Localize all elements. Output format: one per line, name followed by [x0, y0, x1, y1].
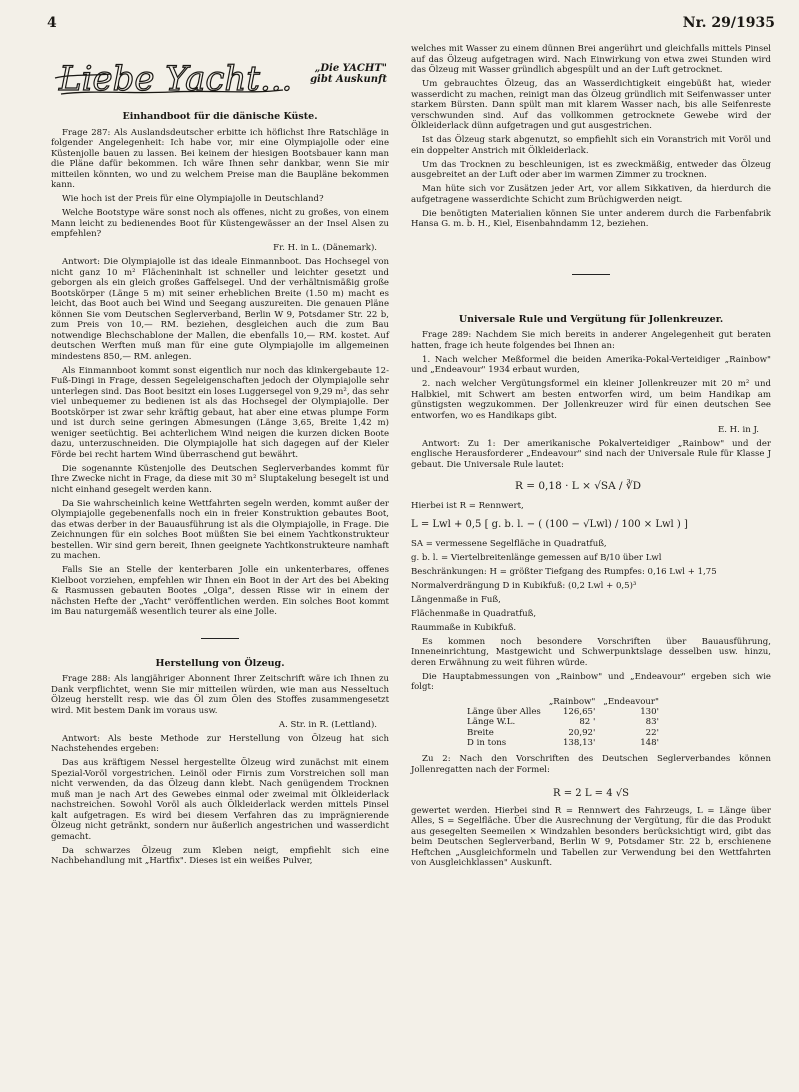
cell-endeavour: 148' — [640, 737, 659, 748]
paragraph: Die benötigten Materialien können Sie unter anderem durch die Farbenfabrik Hansa G. m. b. H., Kiel, Eisenbahndamm 12, beziehen. — [411, 208, 771, 229]
section-divider — [572, 274, 610, 275]
row-label: D in tons — [467, 737, 507, 748]
paragraph: Hierbei ist R = Rennwert, — [411, 501, 524, 511]
paragraph: Das aus kräftigem Nessel hergestellte Ölzeug wird zunächst mit einem Spezial-Voröl vorgestrichen. Leinöl oder Firnis zum Vorstreichen soll man nicht verwenden, da das Ölzeug dann klebt. Nach genügendem Trocknen muß man je nach Art des Gewebes einmal oder zweimal mit Ölkleiderlack nachstreichen. Sowohl Voröl als auch Ölkleiderlack werden mittels Pinsel kalt aufgetragen. Es wird bei diesem Verfahren das zu imprägnierende Ölzeug nicht getränkt, sondern nur äußerlich angestrichen und wasserdicht gemacht. — [51, 758, 389, 842]
tagline-line-2: gibt Auskunft — [310, 74, 387, 85]
row-label: Breite — [467, 727, 494, 738]
formula-jollen: R = 2 L = 4 √S — [553, 788, 629, 800]
paragraph: Die sogenannte Küstenjolle des Deutschen Seglerverbandes kommt für Ihre Zwecke nicht in Frage, da diese mit 30 m² Sluptakelung besegelt ist und nicht einhand gesegelt werden kann. — [51, 463, 389, 495]
paragraph: Da Sie wahrscheinlich keine Wettfahrten segeln werden, kommt außer der Olympiajolle gegebenenfalls noch ein in freier Konstruktion gebautes Boot, das etwas derber in der Bauausführung ist als die Olympiajolle, in Frage. Die Zeichnungen für ein solches Boot müßten Sie bei einem Yachtkonstrukteur bestellen. Wir sind gern bereit, Ihnen geeignete Yachtkonstrukteure namhaft zu machen. — [51, 498, 389, 561]
paragraph: Welche Bootstype wäre sonst noch als offenes, nicht zu großes, von einem Mann leicht zu bedienendes Boot für Küstengewässer an der Insel Alsen zu empfehlen? — [51, 208, 389, 239]
paragraph: Falls Sie an Stelle der kenterbaren Jolle ein unkenterbares, offenes Kielboot vorziehen, empfehlen wir Ihnen ein Boot in der Art des bei Abeking & Rasmussen gebauten Bootes „Olga", dessen Risse wir in einem der nächsten Hefte der „Yacht" veröffentlichen werden. Ein solches Boot kommt im Bau naturgemäß wesentlich teurer als eine Jolle. — [51, 565, 389, 617]
table-row — [463, 707, 663, 717]
column-banner — [51, 54, 389, 102]
paragraph: Frage 288: Als langjähriger Abonnent Ihrer Zeitschrift wäre ich Ihnen zu Dank verpflichtet, wenn Sie mir mitteilen würden, wie man aus Nesseltuch Ölzeug herstellt resp. wie das Öl zum Ölen des Stoffes zusammengesetzt wird. Mit bestem Dank im voraus usw. — [51, 674, 389, 716]
dimensions-table — [463, 697, 663, 749]
paragraph: Wie hoch ist der Preis für eine Olympiajolle in Deutschland? — [62, 194, 324, 204]
paragraph: Um das Trocknen zu beschleunigen, ist es zweckmäßig, entweder das Ölzeug ausgebreitet an der Luft oder aber im warmen Zimmer zu trocknen. — [411, 159, 771, 180]
section-divider — [201, 638, 239, 639]
cell-endeavour: 130' — [640, 707, 659, 717]
signature: A. Str. in R. (Lettland). — [278, 719, 377, 730]
paragraph: Als Einmannboot kommt sonst eigentlich nur noch das klinkergebaute 12-Fuß-Dingi in Frage, dessen Segeleigenschaften jedoch der Olympiajolle sehr unterlegen sind. Das Boot besitzt ein loses Luggersegel von 9,29 m², das sehr viel unbequemer zu bedienen ist als das Hochsegel der Olympiajolle. Der Bootskörper ist zwar sehr kräftig gebaut, hat aber eine etwas plumpe Form und ist durch seine geringen Abmesungen (Länge 3,65, Breite 1,42 m) weniger seetüchtig. Bei achterlichem Wind neigen die kurzen dicken Boote dazu, unterzuschneiden. Die Olympiajolle hat sich dagegen auf der Kieler Förde bei recht hartem Wind überraschend gut bewährt. — [51, 365, 389, 460]
paragraph: Frage 289: Nachdem Sie mich bereits in anderer Angelegenheit gut beraten hatten, frage ich heute folgendes bei Ihnen an: — [411, 330, 771, 351]
definition: Normalverdrängung D in Kubikfuß: (0,2 Lwl + 0,5)³ — [411, 580, 637, 591]
definition: SA = vermessene Segelfläche in Quadratfuß, — [411, 538, 607, 549]
banner-tagline — [310, 63, 387, 85]
page-number: 4 — [47, 15, 57, 31]
logo-lettering: Liebe Yacht... — [59, 59, 293, 99]
paragraph: Um gebrauchtes Ölzeug, das an Wasserdichtigkeit eingebüßt hat, wieder wasserdicht zu machen, reinigt man das Ölzeug gründlich mit Seifenwasser unter starkem Bürsten. Dann spült man mit klarem Wasser nach, bis alle Seifenreste verschwunden sind. Auf das vollkommen getrocknete Gewebe wird der Ölkleiderlack dünn aufgetragen und gut ausgestrichen. — [411, 79, 771, 131]
cell-endeavour: 83' — [645, 717, 659, 728]
paragraph: Antwort: Die Olympiajolle ist das ideale Einmannboot. Das Hochsegel von nicht ganz 10 m² Flächeninhalt ist schneller und leichter gesetzt und geborgen als ein gleich großes Gaffelsegel. Und der verhältnismäßig große Bootskörper (Länge 5 m) mit seiner erheblichen Breite (1.50 m) macht es leicht, das Boot auch bei Wind und Seegang auszureiten. Die genauen Pläne können Sie vom Deutschen Seglerverband, Berlin W 9, Potsdamer Str. 22 b, zum Preis von 10,— RM. beziehen, desgleichen auch die zum Bau notwendige Blechschablone der Mallen, die ebenfalls 10,— RM. kostet. Auf deutschen Werften muß man für eine gute Olympiajolle im allgemeinen mindestens 850,— RM. anlegen. — [51, 257, 389, 362]
cell-endeavour: 22' — [645, 727, 659, 738]
cell-rainbow: 138,13' — [562, 737, 596, 748]
definition: Beschränkungen: H = größter Tiefgang des Rumpfes: 0,16 Lwl + 1,75 — [411, 566, 717, 577]
table-row — [463, 717, 663, 727]
formula-length: L = Lwl + 0,5 [ g. b. l. − ( (100 − √Lwl) / 100 × Lwl ) ] — [411, 518, 688, 530]
row-label: Länge W.L. — [467, 717, 516, 728]
signature: Fr. H. in L. (Dänemark). — [273, 243, 377, 253]
issue-number: Nr. 29/1935 — [682, 15, 775, 31]
liebe-yacht-logo — [51, 54, 296, 102]
paragraph: 2. nach welcher Vergütungsformel ein kleiner Jollenkreuzer mit 20 m² und Halbkiel, mit Schwert am besten entworfen wird, um beim Handikap am günstigsten wegzukommen. Der Jollenkreuzer wird für einen deutschen See entworfen, wo es Handikaps gibt. — [411, 379, 771, 421]
section-heading: Herstellung von Ölzeug. — [155, 657, 285, 669]
paragraph: Frage 287: Als Auslandsdeutscher erbitte ich höflichst Ihre Ratschläge in folgender Angelegenheit: Ich habe vor, mir eine Olympiajolle oder eine Küstenjolle bauen zu lassen. Bei keinem der hiesigen Bootsbauer kann man die Pläne dafür bekommen. Ich wäre Ihnen sehr dankbar, wenn Sie mir mitteilen könnten, wo und zu welchem Preise man die Baupläne bekommen kann. — [51, 127, 389, 190]
formula-universal-rule: R = 0,18 · L × √SA / ∛D — [515, 480, 642, 492]
paragraph: Ist das Ölzeug stark abgenutzt, so empfiehlt sich ein Voranstrich mit Voröl und ein doppelter Anstrich mit Ölkleiderlack. — [411, 135, 771, 156]
cell-rainbow: 82 ' — [579, 717, 596, 728]
paragraph: gewertet werden. Hierbei sind R = Rennwert des Fahrzeugs, L = Länge über Alles, S = Segelfläche. Über die Ausrechnung der Vergütung, für die das Produkt aus gesegelten Seemeilen × Windzahlen besonders berücksichtigt wird, gibt das beim Deutschen Seglerverband, Berlin W 9, Potsdamer Str. 22 b, erschienene Heftchen „Ausgleichformeln und Tabellen zur Verwendung bei den Wettfahrten von Ausgleichklassen" Auskunft. — [411, 805, 771, 869]
paragraph: Man hüte sich vor Zusätzen jeder Art, vor allem Sikkativen, da hierdurch die aufgetragene wasserdichte Schicht zum Brüchigwerden neigt. — [411, 184, 771, 205]
paragraph: Zu 2: Nach den Vorschriften des Deutschen Seglerverbandes können Jollenregatten nach der Formel: — [411, 754, 771, 775]
row-label: Länge über Alles — [467, 707, 541, 717]
paragraph: Es kommen noch besondere Vorschriften über Bauausführung, Inneneinrichtung, Mastgewicht und Schwerpunktslage desselben usw. hinzu, deren Erwähnung zu weit führen würde. — [411, 636, 771, 668]
table-header-row — [463, 697, 663, 708]
table-row — [463, 728, 663, 738]
definition: Raummaße in Kubikfuß. — [411, 622, 517, 633]
table-row — [463, 738, 663, 748]
cell-rainbow: 20,92' — [568, 727, 596, 738]
table-header: „Endeavour" — [603, 696, 659, 707]
definition: Flächenmaße in Quadratfuß, — [411, 608, 537, 619]
table-header: „Rainbow" — [548, 696, 596, 707]
tagline-line-1: „Die YACHT" — [314, 63, 387, 74]
right-column — [411, 44, 771, 872]
paragraph: 1. Nach welcher Meßformel die beiden Amerika-Pokal-Verteidiger „Rainbow" und „Endeavour" 1934 erbaut wurden, — [411, 354, 771, 375]
paragraph: Da schwarzes Ölzeug zum Kleben neigt, empfiehlt sich eine Nachbehandlung mit „Hartfix". Dieses ist ein weißes Pulver, — [51, 845, 389, 866]
section-heading: Universale Rule und Vergütung für Jollenkreuzer. — [458, 313, 724, 325]
paragraph: Antwort: Zu 1: Der amerikanische Pokalverteidiger „Rainbow" und der englische Herausforderer „Endeavour" sind nach der Universale Rule für Klasse J gebaut. Die Universale Rule lautet: — [411, 438, 771, 470]
section-heading: Einhandboot für die dänische Küste. — [122, 111, 318, 122]
cell-rainbow: 126,65' — [562, 707, 596, 717]
definition: g. b. l. = Viertelbreitenlänge gemessen auf B/10 über Lwl — [411, 552, 662, 563]
definition: Längenmaße in Fuß, — [411, 594, 501, 605]
left-column — [51, 40, 389, 870]
paragraph: welches mit Wasser zu einem dünnen Brei angerührt und gleichfalls mittels Pinsel auf das Ölzeug aufgetragen wird. Nach Einwirkung von etwa zwei Stunden wird das Ölzeug mit Wasser gründlich abgespült und an der Luft getrocknet. — [411, 44, 771, 75]
paragraph: Antwort: Als beste Methode zur Herstellung von Ölzeug hat sich Nachstehendes ergeben: — [51, 733, 389, 754]
signature: E. H. in J. — [718, 424, 759, 435]
paragraph: Die Hauptabmessungen von „Rainbow" und „Endeavour" ergeben sich wie folgt: — [411, 671, 771, 692]
